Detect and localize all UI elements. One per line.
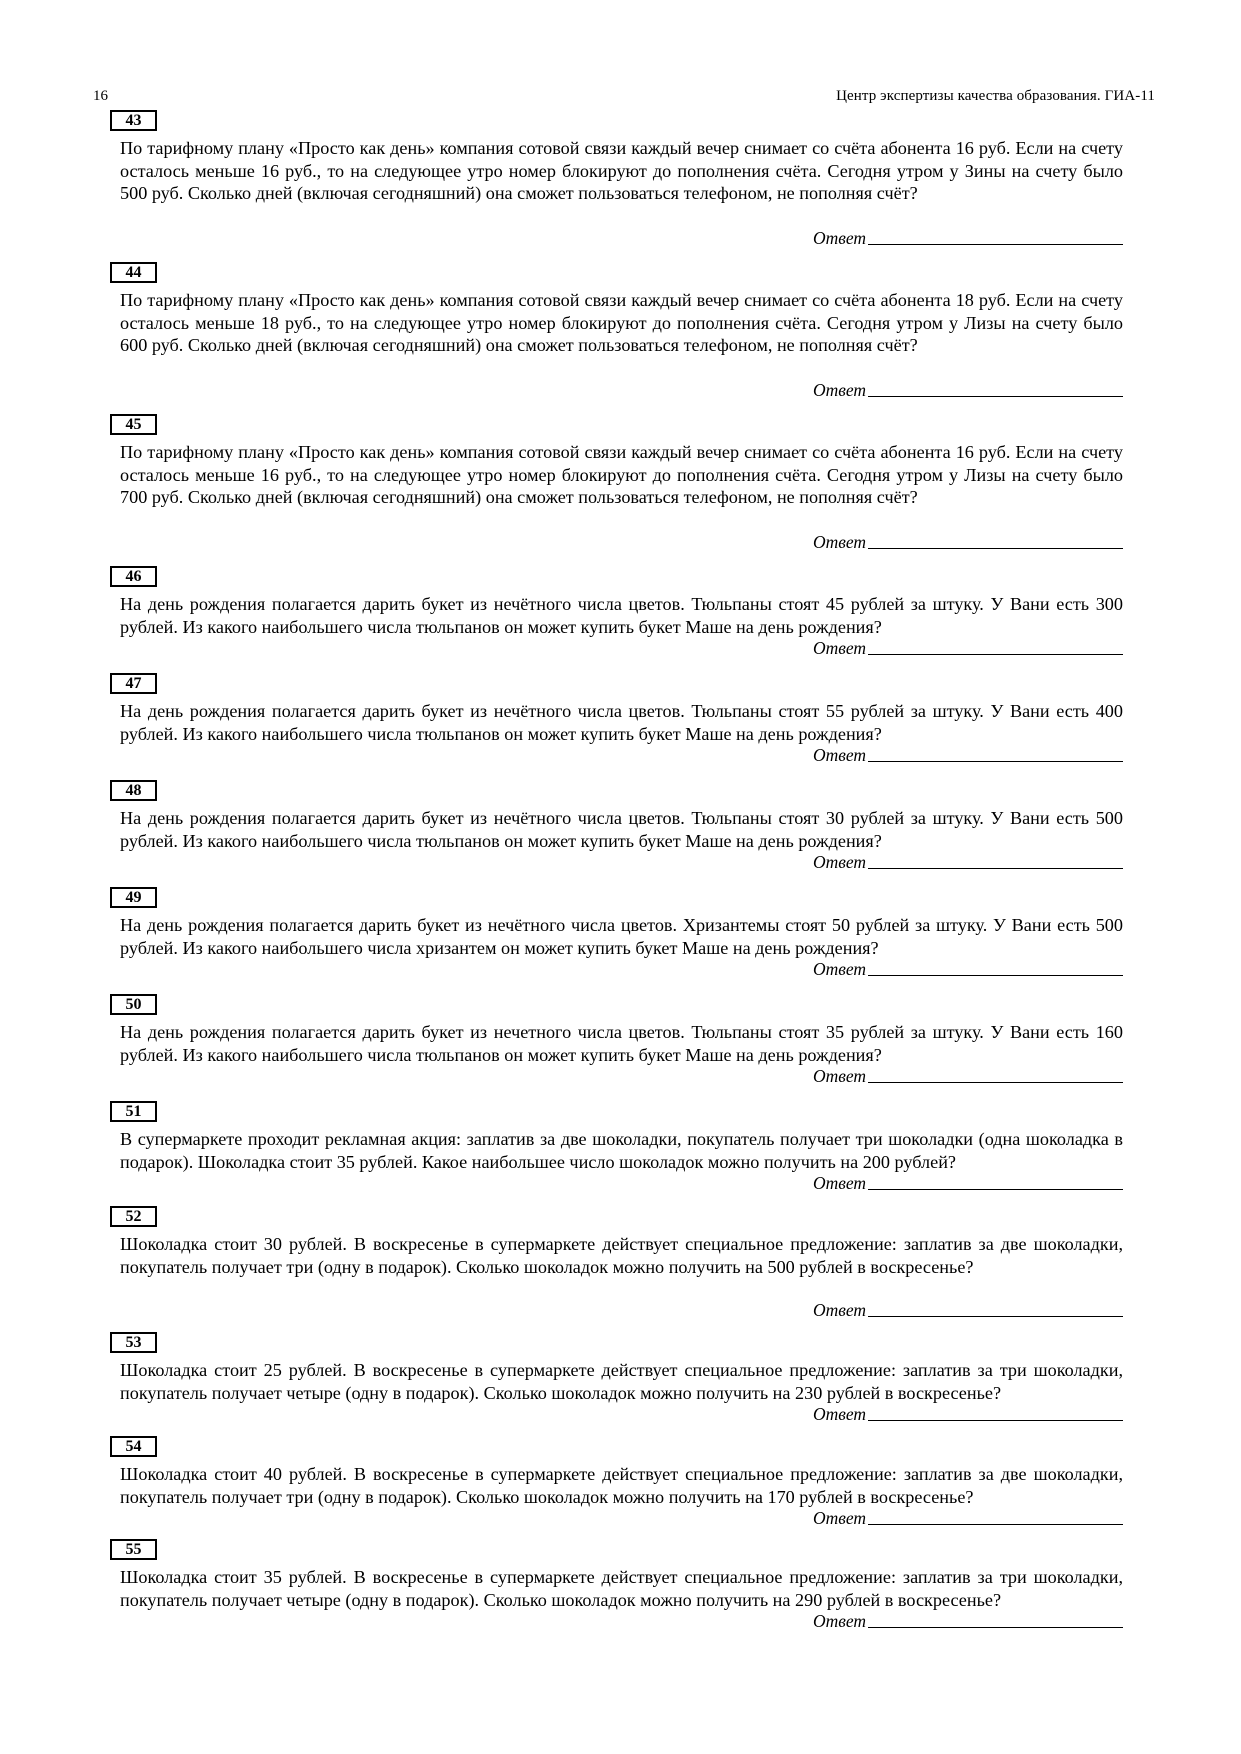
problem-text: В супермаркете проходит рекламная акция: заплатив за две шоколадки, покупатель получает три шоколадки (одна шоколадка в подарок). Шоколадка стоит 35 рублей. Какое наибольшее число шоколадок можно получить на 200 рублей? [120,1129,1123,1172]
answer-line[interactable] [868,654,1123,655]
answer-line[interactable] [868,868,1123,869]
page-number: 16 [93,88,108,104]
problem-text: На день рождения полагается дарить букет из нечётного числа цветов. Тюльпаны стоят 45 рублей за штуку. У Вани есть 300 рублей. Из какого наибольшего числа тюльпанов он может купить букет Маше на день рождения? [120,594,1123,637]
answer-line[interactable] [868,1420,1123,1421]
answer-label: Ответ [812,1508,866,1528]
problem-text: Шоколадка стоит 40 рублей. В воскресенье в супермаркете действует специальное предложение: заплатив за две шоколадки, покупатель получает три (одну в подарок). Сколько шоколадок можно получить на 170 рублей в воскресенье? [120,1464,1123,1507]
problem-number: 44 [110,262,157,283]
answer-field[interactable] [813,852,1123,872]
problem-text: На день рождения полагается дарить букет из нечётного числа цветов. Тюльпаны стоят 30 рублей за штуку. У Вани есть 500 рублей. Из какого наибольшего числа тюльпанов он может купить букет Маше на день рождения? [120,808,1123,851]
answer-line[interactable] [868,244,1123,245]
problem-number: 53 [110,1332,157,1353]
answer-label: Ответ [812,532,866,552]
answer-line[interactable] [868,396,1123,397]
answer-line[interactable] [868,1316,1123,1317]
problem-text: Шоколадка стоит 30 рублей. В воскресенье в супермаркете действует специальное предложение: заплатив за две шоколадки, покупатель получает три (одну в подарок). Сколько шоколадок можно получить на 500 рублей в воскресенье? [120,1234,1123,1277]
problem-text: По тарифному плану «Просто как день» компания сотовой связи каждый вечер снимает со счёта абонента 18 руб. Если на счету осталось меньше 18 руб., то на следующее утро номер блокируют до пополнения счёта. Сегодня утром у Лизы на счету было 600 руб. Сколько дней (включая сегодняшний) она сможет пользоваться телефоном, не пополняя счёт? [120,290,1123,356]
answer-line[interactable] [868,1524,1123,1525]
problem-text: На день рождения полагается дарить букет из нечётного числа цветов. Хризантемы стоят 50 рублей за штуку. У Вани есть 500 рублей. Из какого наибольшего числа хризантем он может купить букет Маше на день рождения? [120,915,1123,958]
problem-number: 54 [110,1436,157,1457]
answer-label: Ответ [812,1611,866,1631]
header-title: Центр экспертизы качества образования. ГИА-11 [836,88,1155,104]
answer-label: Ответ [812,1300,866,1320]
answer-label: Ответ [812,638,866,658]
problem-text: На день рождения полагается дарить букет из нечётного числа цветов. Тюльпаны стоят 55 рублей за штуку. У Вани есть 400 рублей. Из какого наибольшего числа тюльпанов он может купить букет Маше на день рождения? [120,701,1123,744]
answer-field[interactable] [813,1300,1123,1320]
answer-label: Ответ [812,1404,866,1424]
problem-number: 46 [110,566,157,587]
answer-field[interactable] [813,532,1123,552]
problem-number: 43 [110,110,157,131]
problem-number: 45 [110,414,157,435]
answer-field[interactable] [813,1508,1123,1528]
problem-number: 47 [110,673,157,694]
answer-line[interactable] [868,761,1123,762]
problem-number: 50 [110,994,157,1015]
answer-label: Ответ [812,852,866,872]
problem-text: Шоколадка стоит 25 рублей. В воскресенье в супермаркете действует специальное предложение: заплатив за три шоколадки, покупатель получает четыре (одну в подарок). Сколько шоколадок можно получить на 230 рублей в воскресенье? [120,1360,1123,1403]
answer-field[interactable] [813,1404,1123,1424]
problem-text: На день рождения полагается дарить букет из нечетного числа цветов. Тюльпаны стоят 35 рублей за штуку. У Вани есть 160 рублей. Из какого наибольшего числа тюльпанов он может купить букет Маше на день рождения? [120,1022,1123,1065]
answer-line[interactable] [868,975,1123,976]
answer-field[interactable] [813,380,1123,400]
problem-text: По тарифному плану «Просто как день» компания сотовой связи каждый вечер снимает со счёта абонента 16 руб. Если на счету осталось меньше 16 руб., то на следующее утро номер блокируют до пополнения счёта. Сегодня утром у Лизы на счету было 700 руб. Сколько дней (включая сегодняшний) она сможет пользоваться телефоном, не пополняя счёт? [120,442,1123,508]
answer-label: Ответ [812,745,866,765]
answer-line[interactable] [868,1189,1123,1190]
answer-field[interactable] [813,228,1123,248]
answer-line[interactable] [868,1627,1123,1628]
answer-field[interactable] [813,1066,1123,1086]
answer-line[interactable] [868,1082,1123,1083]
answer-label: Ответ [812,959,866,979]
answer-field[interactable] [813,1611,1123,1631]
answer-label: Ответ [812,380,866,400]
answer-label: Ответ [812,228,866,248]
answer-label: Ответ [812,1066,866,1086]
problem-number: 52 [110,1206,157,1227]
page-header [93,88,1155,110]
problem-number: 55 [110,1539,157,1560]
problem-text: Шоколадка стоит 35 рублей. В воскресенье в супермаркете действует специальное предложение: заплатив за три шоколадки, покупатель получает четыре (одну в подарок). Сколько шоколадок можно получить на 290 рублей в воскресенье? [120,1567,1123,1610]
answer-field[interactable] [813,959,1123,979]
answer-field[interactable] [813,638,1123,658]
answer-field[interactable] [813,745,1123,765]
problem-text: По тарифному плану «Просто как день» компания сотовой связи каждый вечер снимает со счёта абонента 16 руб. Если на счету осталось меньше 16 руб., то на следующее утро номер блокируют до пополнения счёта. Сегодня утром у Зины на счету было 500 руб. Сколько дней (включая сегодняшний) она сможет пользоваться телефоном, не пополняя счёт? [120,138,1123,204]
answer-line[interactable] [868,548,1123,549]
problem-number: 51 [110,1101,157,1122]
problem-number: 49 [110,887,157,908]
problem-number: 48 [110,780,157,801]
answer-field[interactable] [813,1173,1123,1193]
answer-label: Ответ [812,1173,866,1193]
